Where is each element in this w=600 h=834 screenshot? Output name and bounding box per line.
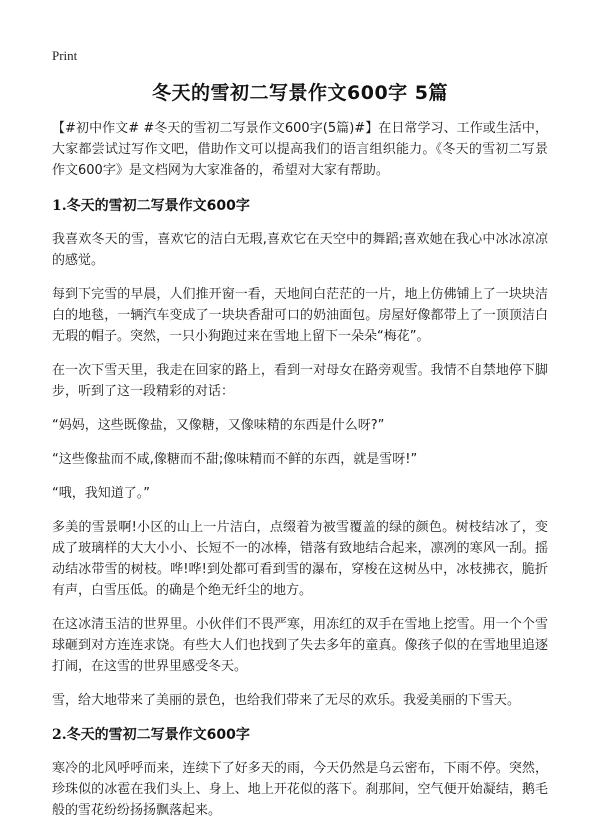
section-number: 1. bbox=[52, 198, 67, 214]
paragraph: 雪，给大地带来了美丽的景色，也给我们带来了无尽的欢乐。我爱美丽的下雪天。 bbox=[52, 693, 521, 708]
section-heading bbox=[52, 724, 548, 746]
paragraph: 寒冷的北风呼呼而来，连续下了好多天的雨，今天仍然是乌云密布，下雨不停。突然，珍珠似的冰雹在我们头上、身上、地上开花似的落下。刹那间，空气便开始凝结，鹅毛般的雪花纷纷扬扬飘落起来。 bbox=[52, 761, 548, 818]
paragraph: 在一次下雪天里，我走在回家的路上，看到一对母女在路旁观雪。我情不自禁地停下脚步，听到了这一段精彩的对话： bbox=[52, 363, 548, 399]
paragraph: “这些像盐而不咸,像糖而不甜;像味精而不鲜的东西，就是雪呀!” bbox=[52, 452, 418, 467]
section-number: 2. bbox=[52, 727, 67, 743]
section-heading-text: 冬天的雪初二写景作文600字 bbox=[66, 727, 250, 743]
paragraph: 多美的雪景啊!小区的山上一片洁白，点缀着为被雪覆盖的绿的颜色。树枝结冰了，变成了玻璃样的大大小小、长短不一的冰棒，错落有致地结合起来，凛冽的寒风一刮。摇动结冰带雪的树枝。哗!哗!到处都可看到雪的瀑布，穿梭在这树丛中，冰枝拂衣，脆折有声，白雪压低。的确是个绝无纤尘的地方。 bbox=[52, 520, 548, 598]
document-title: 冬天的雪初二写景作文600字 5篇 bbox=[152, 82, 448, 104]
paragraph: “哦，我知道了。” bbox=[52, 486, 150, 501]
intro-paragraph: 【#初中作文# #冬天的雪初二写景作文600字(5篇)#】在日常学习、工作或生活中，大家都尝试过写作文吧，借助作文可以提高我们的语言组织能力。《冬天的雪初二写景作文600字》是文档网为大家准备的，希望对大家有帮助。 bbox=[52, 121, 548, 178]
section-heading bbox=[52, 195, 548, 217]
paragraph: 在这冰清玉洁的世界里。小伙伴们不畏严寒，用冻红的双手在雪地上挖雪。用一个个雪球砸到对方连连求饶。有些大人们也找到了失去多年的童真。像孩子似的在雪地里追逐打闹，在这雪的世界里感受冬天。 bbox=[52, 617, 548, 674]
section-heading-text: 冬天的雪初二写景作文600字 bbox=[66, 198, 250, 214]
print-link[interactable]: Print bbox=[52, 48, 78, 63]
paragraph: 每到下完雪的早晨，人们推开窗一看，天地间白茫茫的一片，地上仿佛铺上了一块块洁白的地毯，一辆汽车变成了一块块香甜可口的奶油面包。房屋好像都带上了一顶顶洁白无瑕的帽子。突然，一只小狗跑过来在雪地上留下一朵朵“梅花”。 bbox=[52, 287, 548, 344]
paragraph: “妈妈，这些既像盐，又像糖，又像味精的东西是什么呀?” bbox=[52, 418, 385, 433]
document-body bbox=[52, 118, 548, 834]
paragraph: 我喜欢冬天的雪，喜欢它的洁白无瑕,喜欢它在天空中的舞蹈;喜欢她在我心中冰冰凉凉的感觉。 bbox=[52, 232, 548, 268]
